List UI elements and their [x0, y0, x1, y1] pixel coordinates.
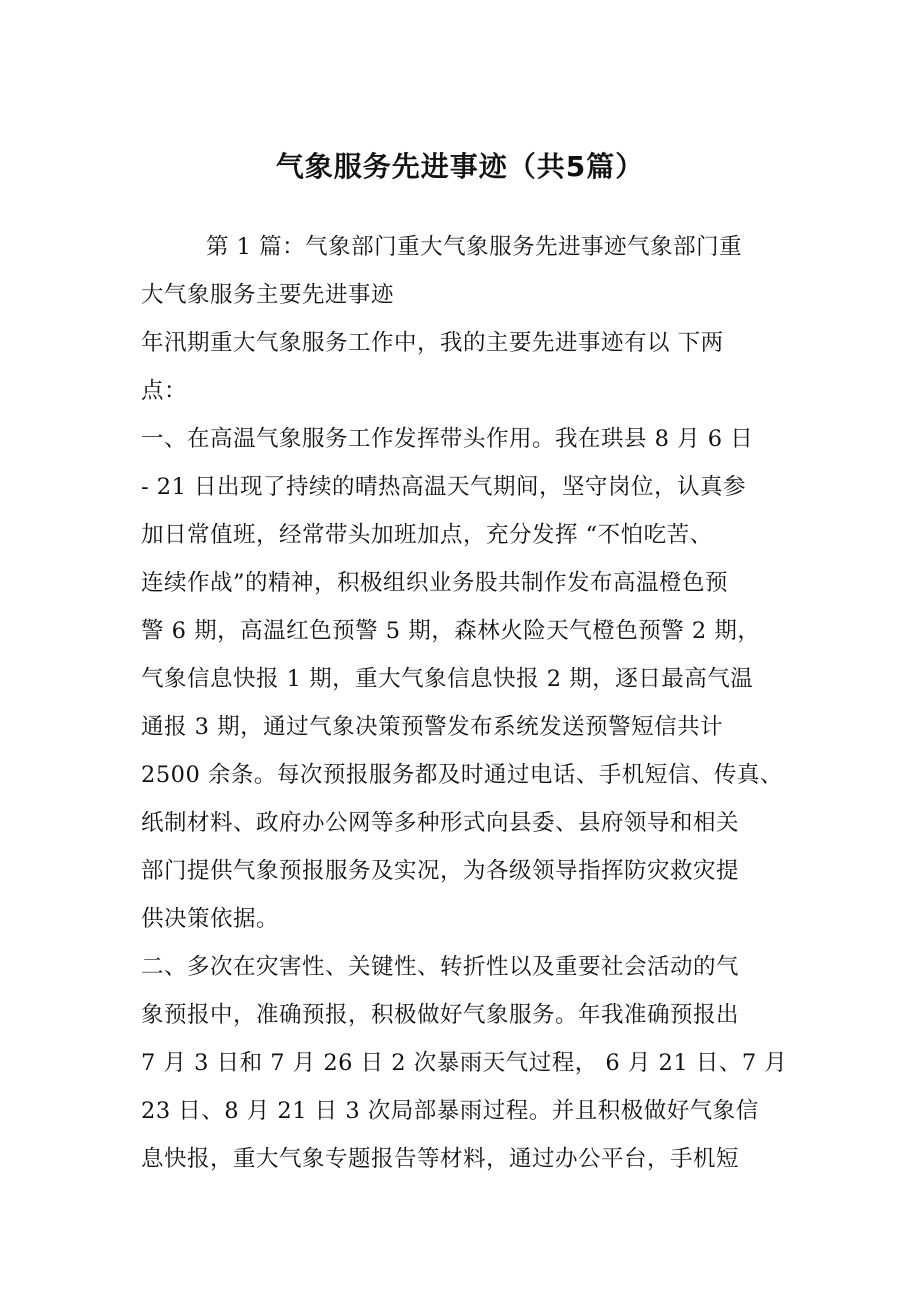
paragraph-line: 加日常值班，经常带头加班加点，充分发挥 “不怕吃苦、	[141, 522, 713, 548]
paragraph-line: 通报 3 期，通过气象决策预警发布系统发送预警短信共计	[141, 714, 724, 740]
paragraph-line: 警 6 期，高温红色预警 5 期，森林火险天气橙色预警 2 期，	[141, 618, 761, 644]
paragraph-line: 部门提供气象预报服务及实况，为各级领导指挥防灾救灾提	[141, 858, 740, 884]
paragraph-line: 供决策依据。	[141, 906, 280, 932]
paragraph-line: - 21 日出现了持续的晴热高温天气期间，坚守岗位，认真参	[141, 474, 747, 500]
paragraph-line: 大气象服务主要先进事迹	[141, 282, 395, 308]
paragraph-line: 2500 余条。每次预报服务都及时通过电话、手机短信、传真、	[141, 762, 783, 788]
paragraph-line: 一、在高温气象服务工作发挥带头作用。我在珙县 8 月 6 日	[141, 426, 754, 452]
document-title: 气象服务先进事迹（共5篇）	[275, 150, 645, 183]
paragraph-line: 点：	[141, 378, 188, 404]
paragraph-line: 纸制材料、政府办公网等多种形式向县委、县府领导和相关	[141, 810, 740, 836]
paragraph-line: 第 1 篇：气象部门重大气象服务先进事迹气象部门重	[206, 234, 743, 260]
paragraph-line: 23 日、8 月 21 日 3 次局部暴雨过程。并且积极做好气象信	[141, 1098, 759, 1124]
paragraph-line: 气象信息快报 1 期，重大气象信息快报 2 期，逐日最高气温	[141, 666, 754, 692]
paragraph-line: 象预报中，准确预报，积极做好气象服务。年我准确预报出	[141, 1002, 740, 1028]
paragraph-line: 二、多次在灾害性、关键性、转折性以及重要社会活动的气	[141, 954, 740, 980]
paragraph-line: 年汛期重大气象服务工作中，我的主要先进事迹有以 下两	[141, 330, 724, 356]
paragraph-line: 息快报，重大气象专题报告等材料，通过办公平台，手机短	[141, 1146, 740, 1172]
paragraph-line: 连续作战”的精神，积极组织业务股共制作发布高温橙色预	[141, 570, 729, 596]
paragraph-line: 7 月 3 日和 7 月 26 日 2 次暴雨天气过程， 6 月 21 日、7 月	[141, 1050, 788, 1076]
